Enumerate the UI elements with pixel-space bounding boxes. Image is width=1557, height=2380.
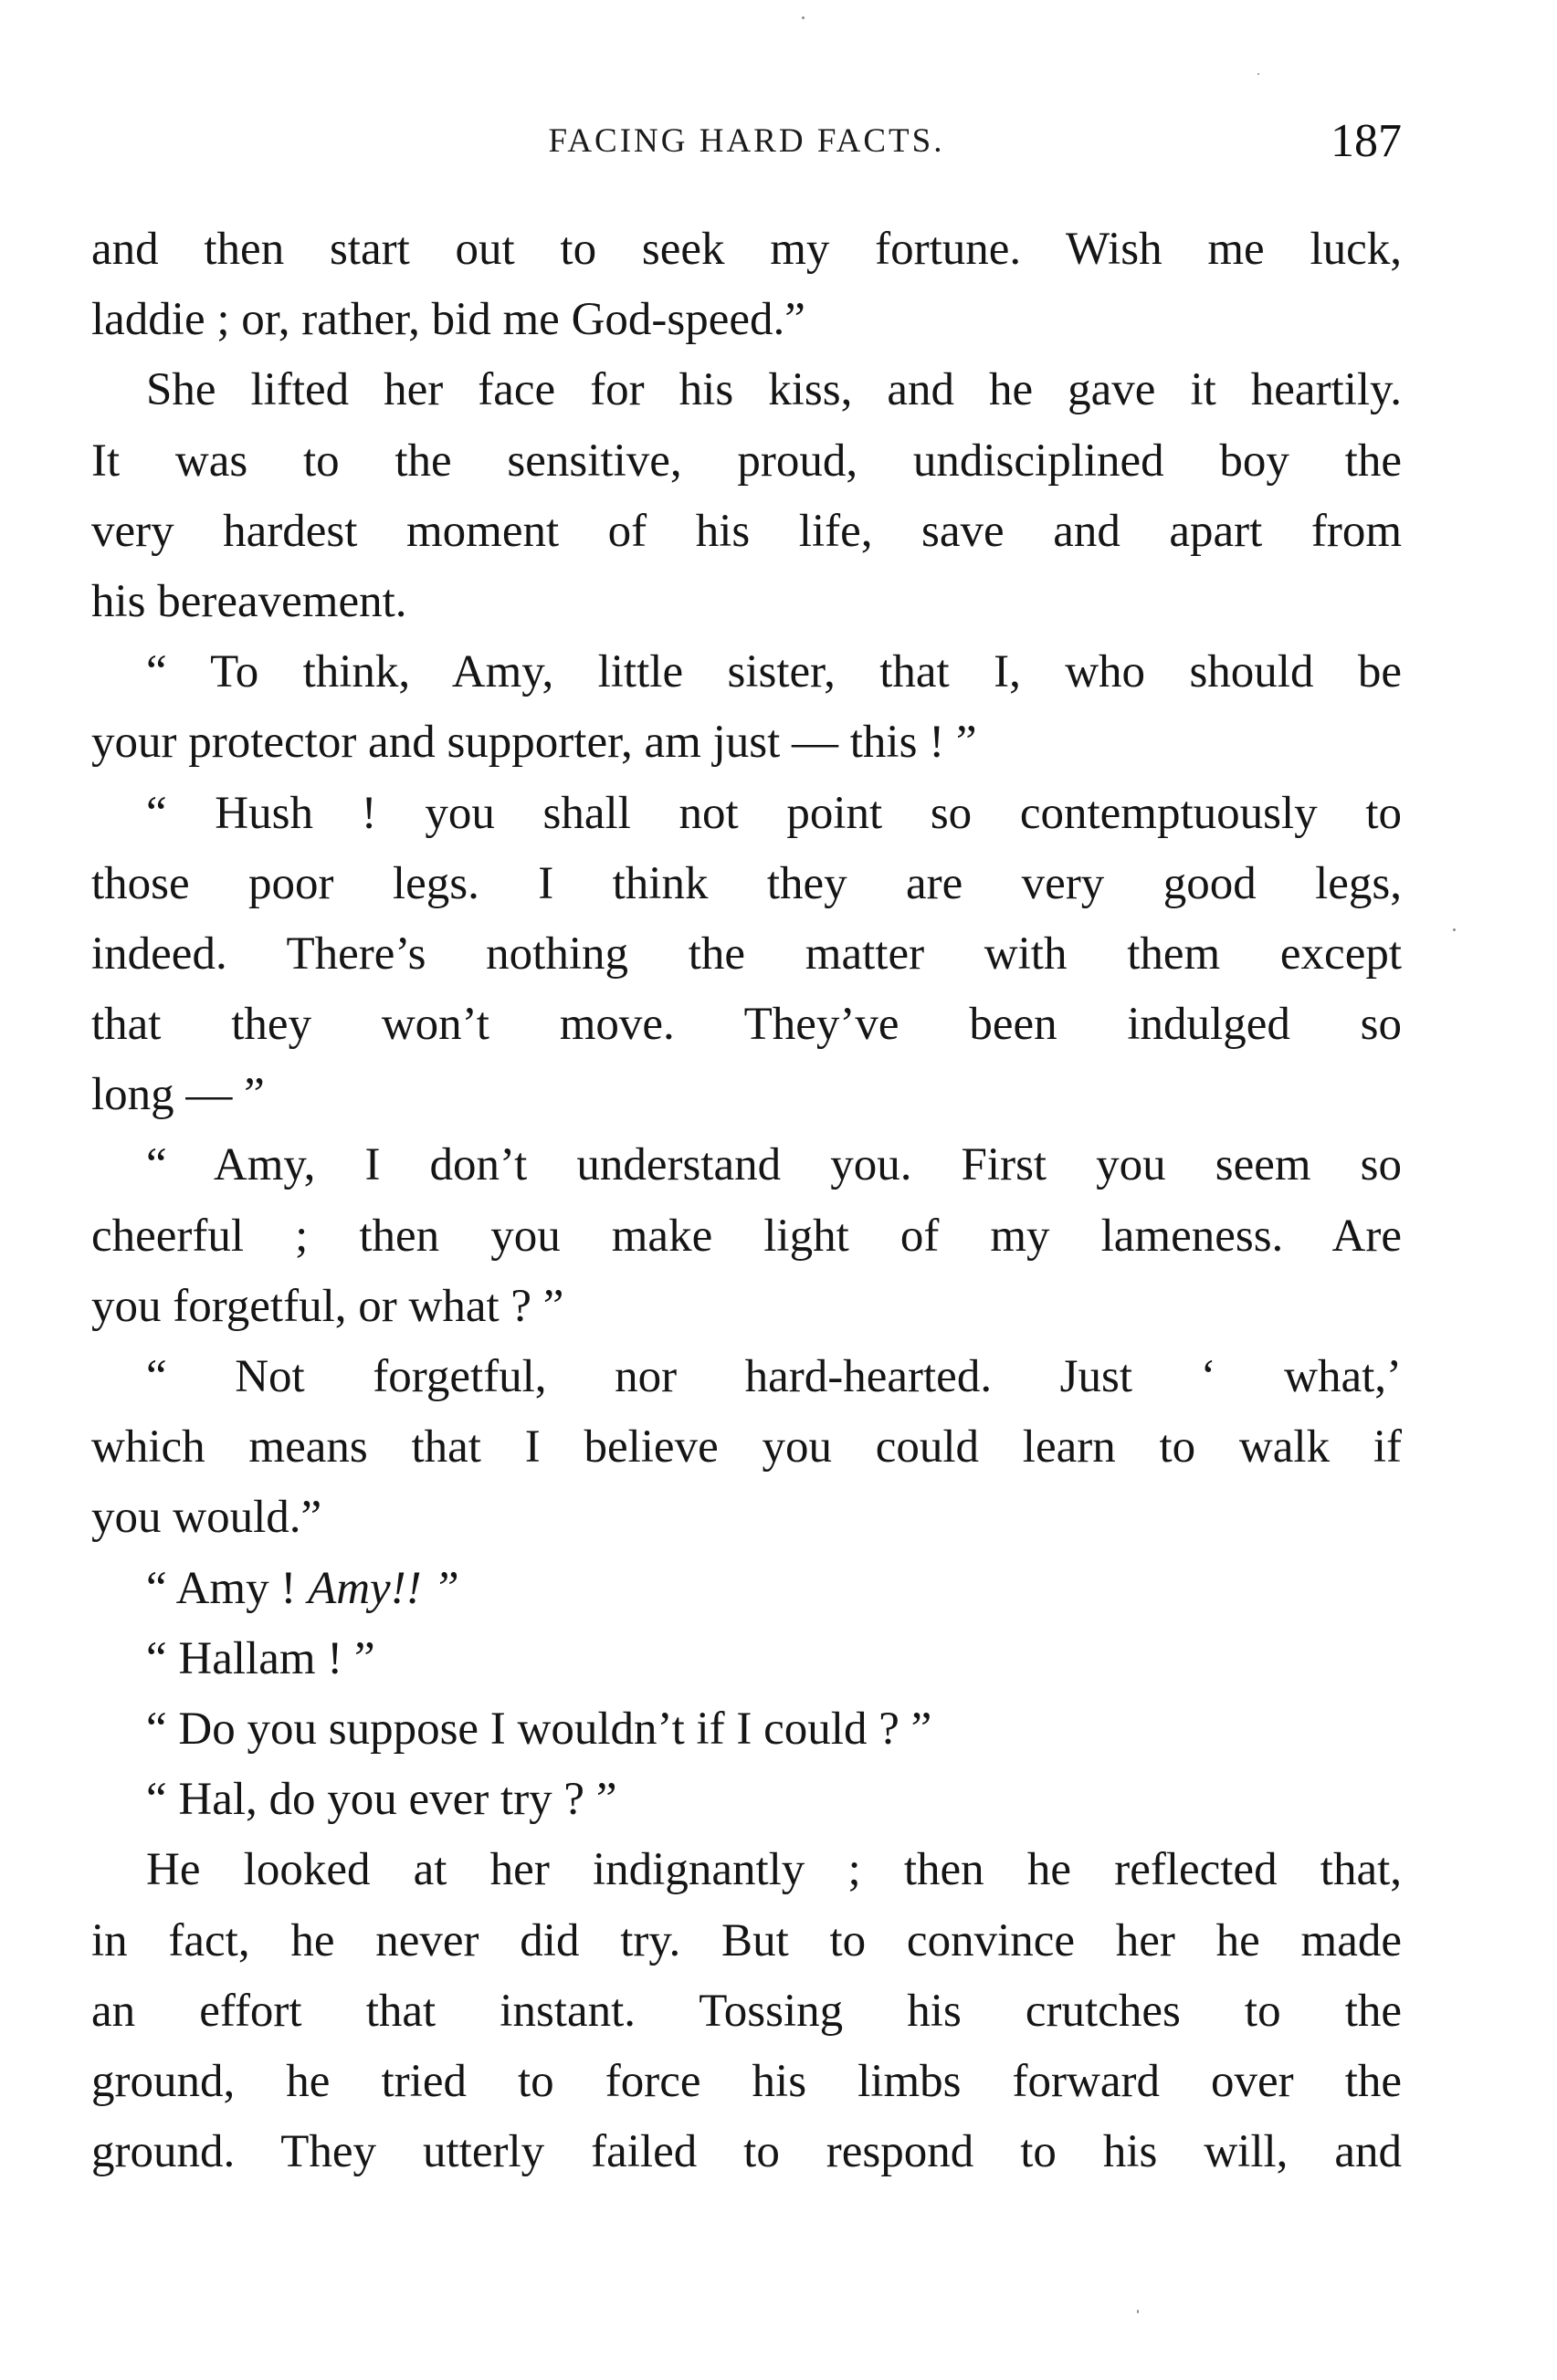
text-line: in fact, he never did try. But to convince her he made [91, 1914, 1402, 1966]
text-line: very hardest moment of his life, save and apart from [91, 505, 1402, 557]
italic-emphasis: Amy!! ” [308, 1562, 459, 1614]
text-line: ground, he tried to force his limbs forward over the [91, 2055, 1402, 2107]
print-speck [1453, 928, 1456, 931]
paragraph-first-line: He looked at her indignantly ; then he reflected that, [146, 1844, 1402, 1896]
text-line: you would.” [91, 1492, 322, 1544]
paragraph-first-line: “ Hush ! you shall not point so contemptuously to [146, 787, 1402, 839]
text-line: laddie ; or, rather, bid me God-speed.” [91, 294, 805, 346]
paragraph-first-line: “ To think, Amy, little sister, that I, who should be [146, 646, 1402, 698]
paragraph-first-line [91, 1554, 1402, 1624]
print-speck [1137, 2310, 1139, 2313]
print-speck [1257, 73, 1259, 75]
paragraph-first-line: “ Hallam ! ” [146, 1632, 375, 1684]
text-line: and then start out to seek my fortune. Wish me luck, [91, 224, 1402, 275]
quote-text: “ Amy ! [146, 1562, 297, 1614]
text-line: you forgetful, or what ? ” [91, 1280, 564, 1332]
paragraph-first-line: “ Hal, do you ever try ? ” [146, 1774, 617, 1826]
print-speck [802, 16, 805, 19]
running-title: FACING HARD FACTS. [548, 122, 945, 160]
text-line: that they won’t move. They’ve been indulged so [91, 999, 1402, 1051]
text-line: ground. They utterly failed to respond to his will, and [91, 2126, 1402, 2178]
text-line: your protector and supporter, am just — this ! ” [91, 717, 977, 769]
text-line: which means that I believe you could learn to walk if [91, 1421, 1402, 1473]
body-text [91, 215, 1402, 2187]
text-line: cheerful ; then you make light of my lameness. Are [91, 1210, 1402, 1262]
paragraph-first-line: “ Do you suppose I wouldn’t if I could ? ” [146, 1703, 932, 1755]
text-line: his bereavement. [91, 575, 407, 627]
paragraph-first-line: She lifted her face for his kiss, and he gave it heartily. [146, 364, 1402, 416]
text-line: long — ” [91, 1069, 265, 1121]
text-line: indeed. There’s nothing the matter with them except [91, 928, 1402, 980]
page-number: 187 [1331, 115, 1402, 167]
paragraph-first-line: “ Amy, I don’t understand you. First you seem so [146, 1139, 1402, 1191]
running-header [91, 114, 1402, 178]
text-line: an effort that instant. Tossing his crutches to the [91, 1985, 1402, 2037]
text-line: those poor legs. I think they are very good legs, [91, 857, 1402, 909]
paragraph-first-line: “ Not forgetful, nor hard-hearted. Just ‘ what,’ [146, 1351, 1402, 1402]
text-line: It was to the sensitive, proud, undisciplined boy the [91, 435, 1402, 487]
